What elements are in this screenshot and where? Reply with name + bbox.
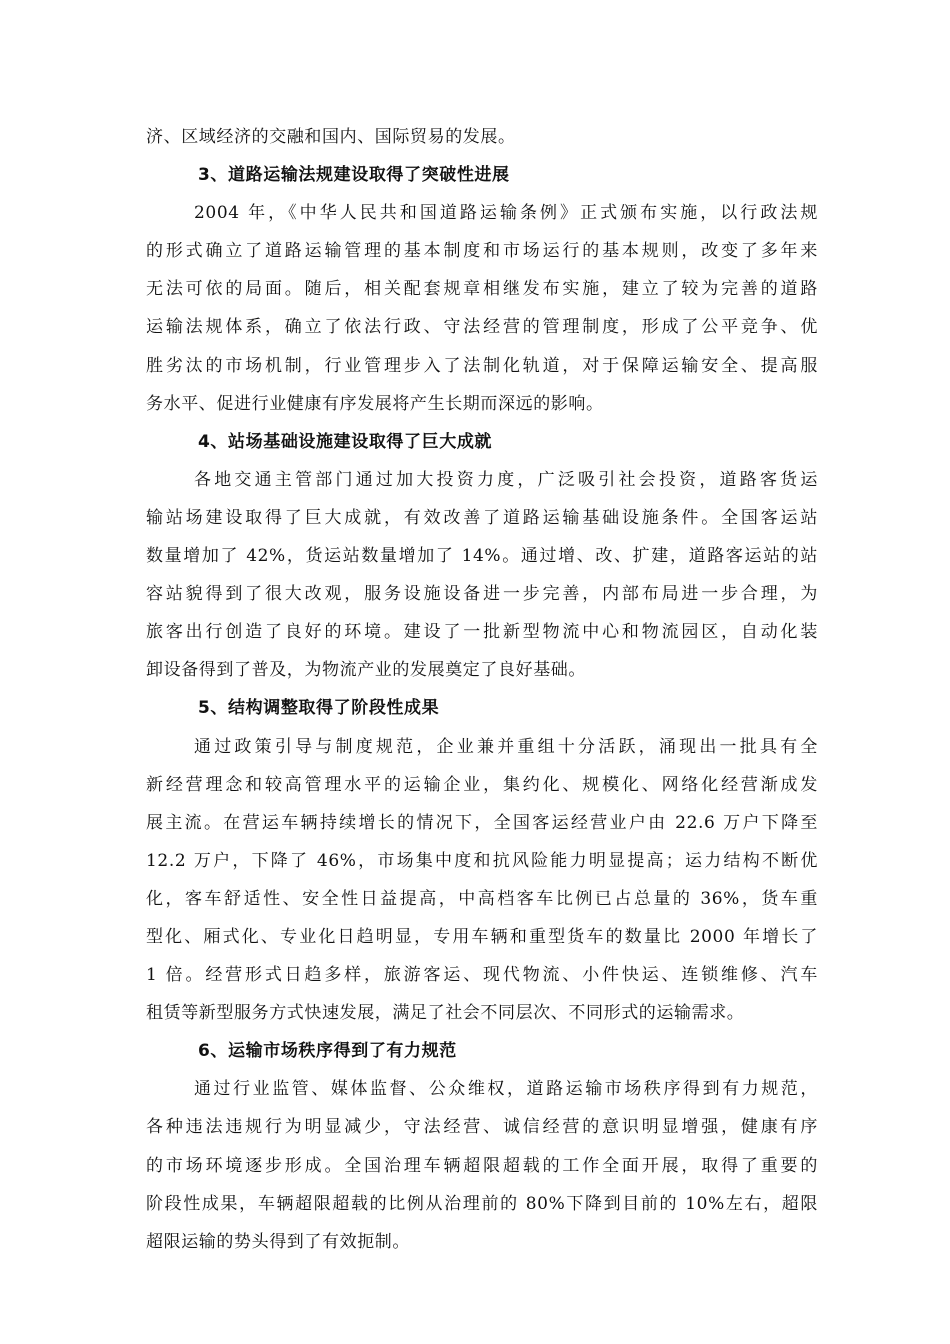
text-line: 1 倍。经营形式日趋多样，旅游客运、现代物流、小件快运、连锁维修、汽车 bbox=[146, 965, 818, 986]
section-heading: 3、道路运输法规建设取得了突破性进展 bbox=[198, 165, 510, 186]
text-line: 的市场环境逐步形成。全国治理车辆超限超载的工作全面开展，取得了重要的 bbox=[146, 1155, 818, 1176]
text-line: 数量增加了 42%，货运站数量增加了 14%。通过增、改、扩建，道路客运站的站 bbox=[146, 546, 818, 567]
paragraph bbox=[146, 1070, 818, 1260]
paragraph bbox=[146, 728, 818, 1033]
paragraph bbox=[146, 194, 818, 423]
section-heading: 4、站场基础设施建设取得了巨大成就 bbox=[198, 431, 493, 452]
text-line: 的形式确立了道路运输管理的基本制度和市场运行的基本规则，改变了多年来 bbox=[146, 241, 818, 262]
text-line: 各种违法违规行为明显减少，守法经营、诚信经营的意识明显增强，健康有序 bbox=[146, 1117, 818, 1138]
text-line: 各地交通主管部门通过加大投资力度，广泛吸引社会投资，道路客货运 bbox=[194, 469, 818, 490]
text-line: 旅客出行创造了良好的环境。建设了一批新型物流中心和物流园区，自动化装 bbox=[146, 622, 818, 643]
text-line: 新经营理念和较高管理水平的运输企业，集约化、规模化、网络化经营渐成发 bbox=[146, 774, 818, 795]
text-line: 通过政策引导与制度规范，企业兼并重组十分活跃，涌现出一批具有全 bbox=[194, 736, 818, 757]
text-line: 展主流。在营运车辆持续增长的情况下，全国客运经营业户由 22.6 万户下降至 bbox=[146, 812, 818, 833]
text-line: 超限运输的势头得到了有效扼制。 bbox=[146, 1231, 410, 1252]
text-line: 阶段性成果，车辆超限超载的比例从治理前的 80%下降到目前的 10%左右，超限 bbox=[146, 1193, 818, 1214]
section-heading: 6、运输市场秩序得到了有力规范 bbox=[198, 1041, 457, 1062]
text-line: 租赁等新型服务方式快速发展，满足了社会不同层次、不同形式的运输需求。 bbox=[146, 1003, 745, 1024]
paragraph bbox=[146, 118, 818, 156]
text-line: 化，客车舒适性、安全性日益提高，中高档客车比例已占总量的 36%，货车重 bbox=[146, 888, 818, 909]
text-line: 济、区域经济的交融和国内、国际贸易的发展。 bbox=[146, 127, 516, 147]
document-body bbox=[146, 118, 818, 1261]
text-line: 胜劣汰的市场机制，行业管理步入了法制化轨道，对于保障运输安全、提高服 bbox=[146, 355, 818, 376]
text-line: 无法可依的局面。随后，相关配套规章相继发布实施，建立了较为完善的道路 bbox=[146, 279, 818, 300]
text-line: 务水平、促进行业健康有序发展将产生长期而深远的影响。 bbox=[146, 393, 604, 414]
section-heading: 5、结构调整取得了阶段性成果 bbox=[198, 698, 440, 719]
text-line: 运输法规体系，确立了依法行政、守法经营的管理制度，形成了公平竞争、优 bbox=[146, 317, 818, 338]
text-line: 型化、厢式化、专业化日趋明显，专用车辆和重型货车的数量比 2000 年增长了 bbox=[146, 926, 818, 947]
text-line: 输站场建设取得了巨大成就，有效改善了道路运输基础设施条件。全国客运站 bbox=[146, 507, 818, 528]
text-line: 2004 年，《中华人民共和国道路运输条例》正式颁布实施，以行政法规 bbox=[194, 203, 818, 224]
text-line: 卸设备得到了普及，为物流产业的发展奠定了良好基础。 bbox=[146, 660, 586, 681]
text-line: 通过行业监管、媒体监督、公众维权，道路运输市场秩序得到有力规范， bbox=[194, 1079, 818, 1100]
text-line: 12.2 万户，下降了 46%，市场集中度和抗风险能力明显提高；运力结构不断优 bbox=[146, 850, 818, 871]
text-line: 容站貌得到了很大改观，服务设施设备进一步完善，内部布局进一步合理，为 bbox=[146, 584, 818, 605]
paragraph bbox=[146, 461, 818, 690]
